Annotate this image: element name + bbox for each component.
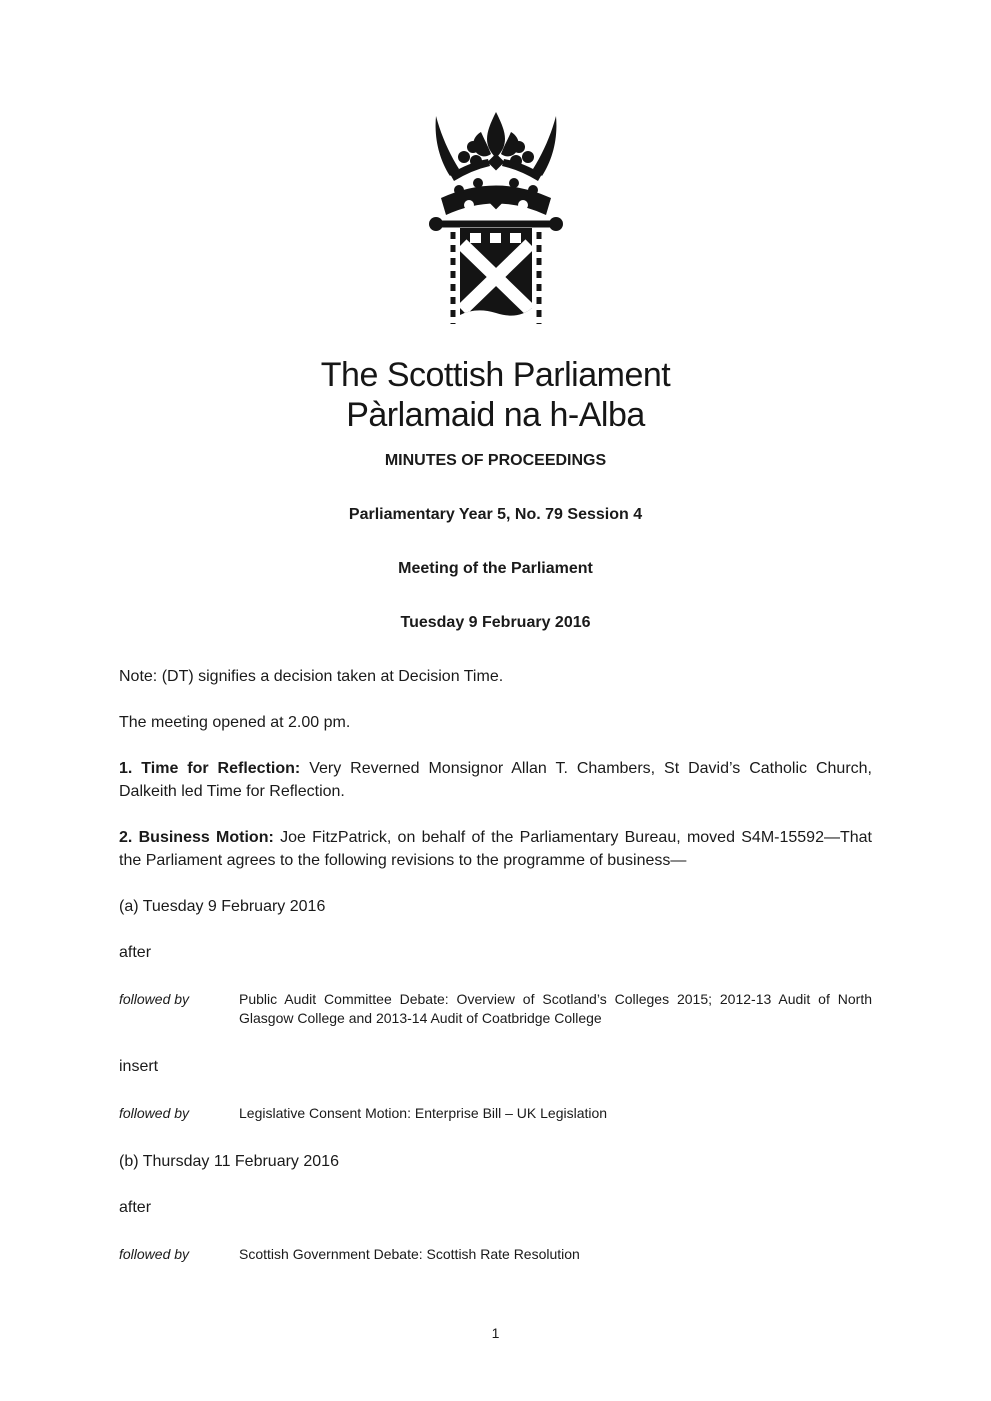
opening-line: The meeting opened at 2.00 pm.	[119, 714, 351, 731]
after-marker-1: after	[119, 944, 152, 961]
schedule-row-1	[119, 990, 872, 1028]
logo-title-gaelic: Pàrlamaid na h-Alba	[346, 396, 645, 434]
schedule-item-3: Scottish Government Debate: Scottish Rate Resolution	[239, 1246, 580, 1262]
item-1-text: Very Reverned Monsignor Allan T. Chambers, St David’s Catholic Church, Dalkeith led Time for Reflection.	[119, 760, 872, 800]
scottish-parliament-crest-icon	[426, 112, 566, 344]
document-headings	[119, 449, 872, 634]
insert-marker: insert	[119, 1058, 159, 1075]
note-line: Note: (DT) signifies a decision taken at Decision Time.	[119, 668, 504, 685]
schedule-item-1: Public Audit Committee Debate: Overview of Scotland’s Colleges 2015; 2012-13 Audit of North Glasgow College and 2013-14 Audit of Coatbridge College	[239, 991, 872, 1026]
item-2-label: 2. Business Motion:	[119, 829, 274, 846]
followed-by-label-1: followed by	[119, 991, 190, 1007]
after-marker-2: after	[119, 1199, 152, 1216]
document-body	[119, 665, 872, 1264]
logo-title-english: The Scottish Parliament	[320, 356, 671, 394]
doc-title: MINUTES OF PROCEEDINGS	[384, 452, 607, 469]
followed-by-label-3: followed by	[119, 1246, 190, 1262]
masthead	[119, 112, 872, 435]
subsection-b: (b) Thursday 11 February 2016	[119, 1153, 339, 1170]
item-1-label: 1. Time for Reflection:	[119, 760, 301, 777]
page-number: 1	[491, 1325, 500, 1341]
logo-wordmark	[119, 355, 872, 435]
session-line: Parliamentary Year 5, No. 79 Session 4	[348, 506, 643, 523]
item-time-for-reflection	[119, 757, 872, 803]
schedule-row-2	[119, 1104, 872, 1123]
page-footer	[0, 1322, 991, 1345]
schedule-row-3	[119, 1245, 872, 1264]
item-business-motion	[119, 826, 872, 872]
meeting-line: Meeting of the Parliament	[398, 560, 593, 577]
subsection-a: (a) Tuesday 9 February 2016	[119, 898, 326, 915]
item-2-text: Joe FitzPatrick, on behalf of the Parliamentary Bureau, moved S4M-15592—That the Parliament agrees to the following revisions to the programme of business—	[119, 829, 872, 869]
schedule-item-2: Legislative Consent Motion: Enterprise Bill – UK Legislation	[239, 1105, 608, 1121]
followed-by-label-2: followed by	[119, 1105, 190, 1121]
date-line: Tuesday 9 February 2016	[400, 614, 591, 631]
